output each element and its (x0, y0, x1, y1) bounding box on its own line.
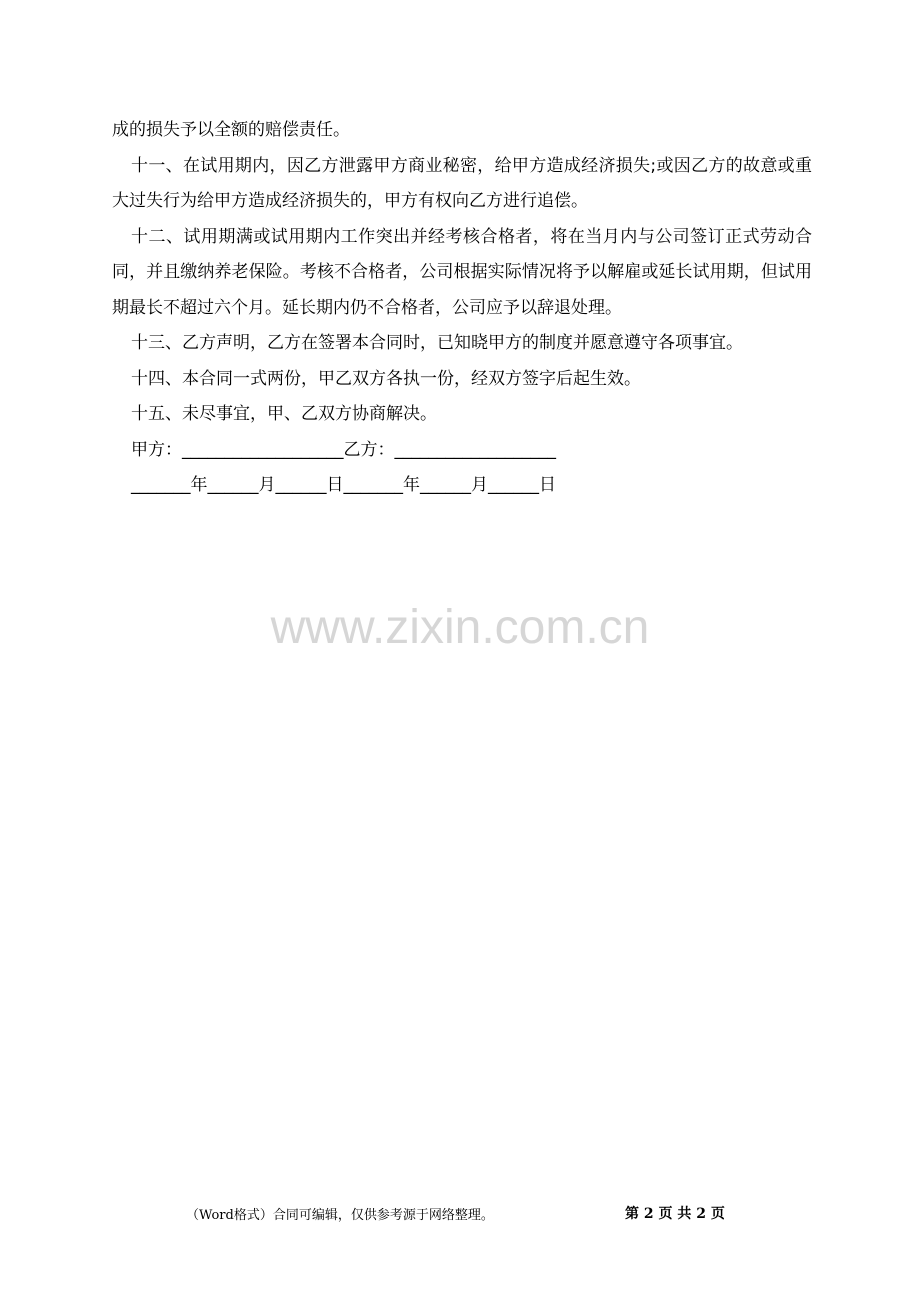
signature-line: 甲方：___________________乙方：___________________ (131, 439, 556, 460)
page-indicator: 第 2 页 共 2 页 (625, 1206, 725, 1222)
contract-body (112, 113, 812, 504)
watermark: www.zixin.com.cn (270, 601, 650, 654)
clause-15: 十五、未尽事宜，甲、乙双方协商解决。 (131, 404, 437, 424)
clause-13: 十三、乙方声明，乙方在签署本合同时，已知晓甲方的制度并愿意遵守各项事宜。 (131, 333, 743, 353)
date-line: _______年______月______日_______年______月______日 (131, 475, 556, 495)
clause-11: 十一、在试用期内，因乙方泄露甲方商业秘密，给甲方造成经济损失;或因乙方的故意或重大过失行为给甲方造成经济损失的，甲方有权向乙方进行追偿。 (112, 155, 812, 211)
paragraph-continuation: 成的损失予以全额的赔偿责任。 (112, 120, 350, 140)
clause-14: 十四、本合同一式两份，甲乙双方各执一份，经双方签字后起生效。 (131, 368, 641, 389)
footer-note: （Word格式）合同可编辑，仅供参考源于网络整理。 (186, 1208, 494, 1223)
clause-12: 十二、试用期满或试用期内工作突出并经考核合格者，将在当月内与公司签订正式劳动合同，并且缴纳养老保险。考核不合格者，公司根据实际情况将予以解雇或延长试用期，但试用期最长不超过六个月。延长期内仍不合格者，公司应予以辞退处理。 (112, 226, 812, 318)
